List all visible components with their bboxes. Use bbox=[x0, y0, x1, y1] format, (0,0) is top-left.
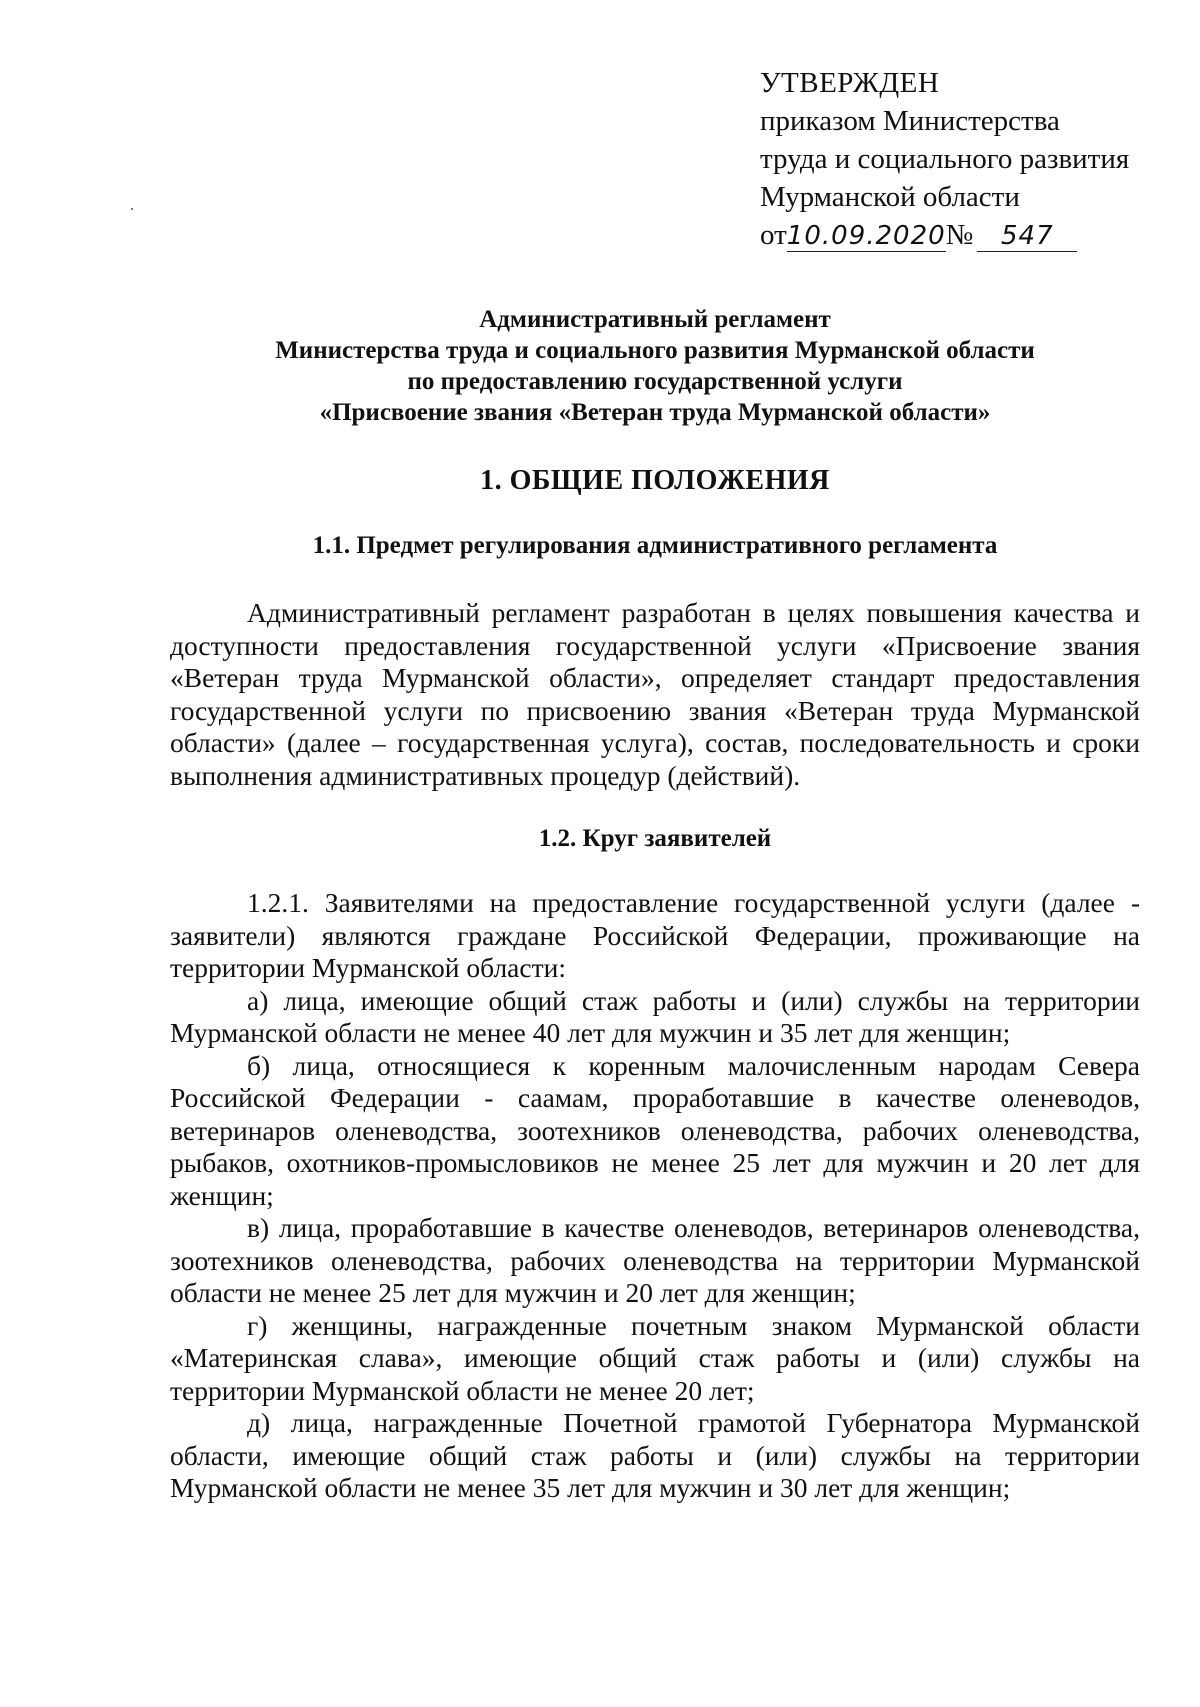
paragraph: Административный регламент разработан в целях повышения качества и доступности предоставления государственной услуги «Присвоение звания «Ветеран труда Мурманской области», определяет стандарт предоставления государственной услуги по присвоению звания «Ветеран труда Мурманской области» (далее – государственная услуга), состав, последовательность и сроки выполнения административных процедур (действий). bbox=[170, 597, 1140, 791]
order-date: 10.09.2020 bbox=[786, 221, 946, 251]
order-number: 547 bbox=[977, 221, 1077, 252]
section-heading: 1. ОБЩИЕ ПОЛОЖЕНИЯ bbox=[480, 465, 830, 496]
approval-line-3: Мурманской области bbox=[760, 181, 1020, 213]
order-line bbox=[760, 216, 1160, 254]
title-line-3: по предоставлению государственной услуги bbox=[407, 368, 903, 395]
subsection-heading-1-1: 1.1. Предмет регулирования административного регламента bbox=[312, 532, 998, 559]
list-item: г) женщины, награжденные почетным знаком Мурманской области «Материнская слава», имеющие общий стаж работы и (или) службы на территории Мурманской области не менее 20 лет; bbox=[170, 1309, 1140, 1406]
applicants-intro: 1.2.1. Заявителями на предоставление государственной услуги (далее - заявители) являются граждане Российской Федерации, проживающие на территории Мурманской области: bbox=[170, 887, 1140, 983]
list-item: в) лица, проработавшие в качестве оленеводов, ветеринаров оленеводства, зоотехников оленеводства, рабочих оленеводства на территории Мурманской области не менее 25 лет для мужчин и 20 лет для женщин; bbox=[170, 1212, 1140, 1308]
subsection-heading-1-2: 1.2. Круг заявителей bbox=[538, 825, 772, 852]
list-item: д) лица, награжденные Почетной грамотой Губернатора Мурманской области, имеющие общий стаж работы и (или) службы на территории Мурманской области не менее 35 лет для мужчин и 30 лет для женщин; bbox=[170, 1407, 1140, 1503]
title-line-1: Административный регламент bbox=[479, 306, 831, 333]
approval-line-2: труда и социального развития bbox=[760, 143, 1130, 175]
list-item: б) лица, относящиеся к коренным малочисленным народам Севера Российской Федерации - саамам, проработавшие в качестве оленеводов, ветеринаров оленеводства, зоотехников оленеводства, рабочих оленеводства, рыбаков, охотников-промысловиков не менее 25 лет для мужчин и 20 лет для женщин; bbox=[170, 1049, 1140, 1211]
approval-line-1: приказом Министерства bbox=[760, 105, 1060, 137]
document-title bbox=[170, 304, 1140, 428]
order-prefix: от bbox=[760, 219, 787, 251]
title-line-2: Министерства труда и социального развития Мурманской области bbox=[275, 337, 1035, 364]
applicants-list bbox=[170, 887, 1140, 1505]
order-number-sign: № bbox=[945, 219, 974, 251]
approval-stamp bbox=[760, 64, 1160, 254]
list-item: а) лица, имеющие общий стаж работы и (или) службы на территории Мурманской области не менее 40 лет для мужчин и 35 лет для женщин; bbox=[170, 984, 1140, 1048]
scan-artifact bbox=[131, 208, 133, 210]
title-line-4: «Присвоение звания «Ветеран труда Мурманской области» bbox=[319, 399, 991, 426]
subsection-1-1-text bbox=[170, 597, 1140, 792]
approved-label: УТВЕРЖДЕН bbox=[760, 67, 940, 99]
